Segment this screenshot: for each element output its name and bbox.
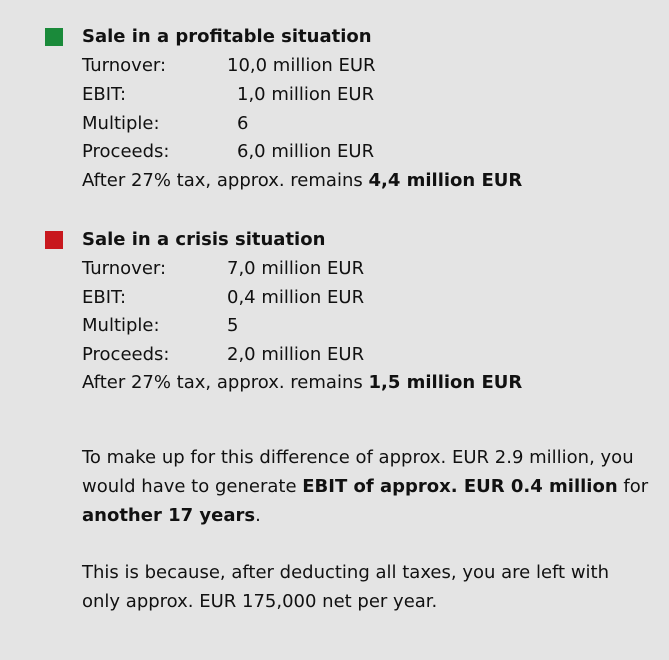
- after-tax-line: [82, 170, 522, 191]
- after-tax-line: [82, 372, 522, 393]
- value: 6,0 million EUR: [237, 141, 375, 162]
- text: for: [617, 476, 649, 497]
- value: 5: [227, 315, 239, 336]
- label: Proceeds:: [82, 141, 170, 162]
- row: [82, 258, 364, 279]
- bold-text: another 17 years: [82, 505, 256, 526]
- text: .: [255, 505, 261, 526]
- remains-value: 1,5 million EUR: [368, 372, 523, 393]
- label: Turnover:: [82, 258, 167, 279]
- row: [82, 84, 374, 105]
- label: EBIT:: [82, 84, 127, 105]
- row: [82, 113, 248, 134]
- explanation-paragraph: This is because, after deducting all taxes, you are left with only approx. EUR 175,000 net per year.: [82, 562, 610, 612]
- row: [82, 287, 364, 308]
- label: Proceeds:: [82, 344, 170, 365]
- green-square-icon: [45, 28, 63, 46]
- row: [82, 344, 364, 365]
- difference-paragraph: [82, 443, 652, 530]
- row: [82, 55, 376, 76]
- bold-text: EBIT of approx. EUR 0.4 million: [302, 476, 618, 497]
- after-tax-text: After 27% tax, approx. remains: [82, 170, 369, 191]
- value: 6: [237, 113, 249, 134]
- remains-value: 4,4 million EUR: [368, 170, 523, 191]
- value: 2,0 million EUR: [227, 344, 365, 365]
- row: [82, 315, 238, 336]
- crisis-heading: Sale in a crisis situation: [82, 229, 326, 250]
- label: EBIT:: [82, 287, 127, 308]
- red-square-icon: [45, 231, 63, 249]
- value: 7,0 million EUR: [227, 258, 365, 279]
- text: To make up for this difference of approx. EUR 2.9 million, you would have to generate: [82, 447, 634, 497]
- value: 10,0 million EUR: [227, 55, 376, 76]
- label: Multiple:: [82, 113, 160, 134]
- value: 1,0 million EUR: [237, 84, 375, 105]
- after-tax-text: After 27% tax, approx. remains: [82, 372, 369, 393]
- value: 0,4 million EUR: [227, 287, 365, 308]
- label: Multiple:: [82, 315, 160, 336]
- label: Turnover:: [82, 55, 167, 76]
- profitable-heading: Sale in a profitable situation: [82, 26, 372, 47]
- row: [82, 141, 374, 162]
